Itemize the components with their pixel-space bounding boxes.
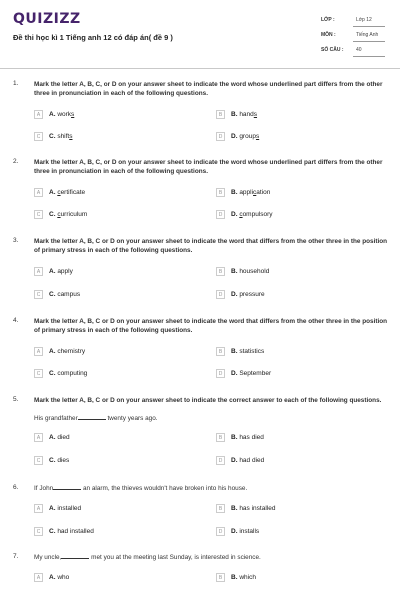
option-text: C. had installed xyxy=(49,528,94,535)
option-box[interactable]: B xyxy=(216,347,225,356)
question-number: 7. xyxy=(13,553,19,560)
option-box[interactable]: D xyxy=(216,456,225,465)
option-box[interactable]: D xyxy=(216,132,225,141)
option-box[interactable]: C xyxy=(34,210,43,219)
option-box[interactable]: A xyxy=(34,347,43,356)
option-text: A. installed xyxy=(49,505,82,512)
question-sentence: His grandfather twenty years ago. xyxy=(34,415,158,422)
option-text: D. September xyxy=(231,370,272,377)
option-box[interactable]: A xyxy=(34,110,43,119)
option-text: B. statistics xyxy=(231,348,265,355)
option-box[interactable]: A xyxy=(34,573,43,582)
option-box[interactable]: C xyxy=(34,456,43,465)
option-text: A. died xyxy=(49,434,70,441)
option-text: B. has installed xyxy=(231,505,276,512)
option-text: C. curriculum xyxy=(49,211,88,218)
option-text: B. application xyxy=(231,189,271,196)
option-text: C. computing xyxy=(49,370,88,377)
meta-key: LỚP : xyxy=(321,17,335,23)
question-number: 4. xyxy=(13,317,19,324)
question-number: 1. xyxy=(13,80,19,87)
question-number: 6. xyxy=(13,484,19,491)
option-box[interactable]: C xyxy=(34,369,43,378)
option-text: C. shifts xyxy=(49,133,73,140)
option-text: B. hands xyxy=(231,111,258,118)
option-text: D. groups xyxy=(231,133,260,140)
option-text: B. household xyxy=(231,268,270,275)
option-box[interactable]: A xyxy=(34,433,43,442)
option-text: D. pressure xyxy=(231,291,265,298)
option-box[interactable]: C xyxy=(34,132,43,141)
worksheet-header xyxy=(0,0,400,66)
question-prompt: Mark the letter A, B, C, or D on your answer sheet to indicate the word whose underlined part differs from the other three in pronunciation in each of the following questions. xyxy=(34,81,383,97)
meta-underline xyxy=(353,56,385,57)
option-box[interactable]: B xyxy=(216,188,225,197)
option-box[interactable]: B xyxy=(216,573,225,582)
question-prompt: Mark the letter A, B, C or D on your answer sheet to indicate the word that differs from the other three in the position of primary stress in each of the following questions. xyxy=(34,318,388,334)
option-box[interactable]: A xyxy=(34,504,43,513)
question-number: 3. xyxy=(13,237,19,244)
option-box[interactable]: B xyxy=(216,433,225,442)
option-text: C. dies xyxy=(49,457,70,464)
question-number: 5. xyxy=(13,396,19,403)
option-box[interactable]: B xyxy=(216,504,225,513)
option-box[interactable]: D xyxy=(216,210,225,219)
option-text: A. apply xyxy=(49,268,73,275)
question-prompt: Mark the letter A, B, C or D on your answer sheet to indicate the word that differs from the other three in the position of primary stress in each of the following questions. xyxy=(34,238,388,254)
option-text: D. had died xyxy=(231,457,265,464)
option-box[interactable]: A xyxy=(34,267,43,276)
option-text: B. has died xyxy=(231,434,264,441)
answer-blank xyxy=(61,553,89,559)
meta-key: MÔN : xyxy=(321,32,336,38)
meta-key: SỐ CÂU : xyxy=(321,47,344,53)
option-text: D. compulsory xyxy=(231,211,273,218)
page-title: Đề thi học kì 1 Tiếng anh 12 có đáp án( đề 9 ) xyxy=(13,33,173,42)
answer-blank xyxy=(53,484,81,490)
option-box[interactable]: C xyxy=(34,290,43,299)
question-number: 2. xyxy=(13,158,19,165)
meta-value: Tiếng Anh xyxy=(356,32,379,38)
question-prompt: Mark the letter A, B, C or D on your answer sheet to indicate the correct answer to each of the following questions. xyxy=(34,397,382,404)
meta-value: Lớp 12 xyxy=(356,17,372,23)
meta-underline xyxy=(353,26,385,27)
option-box[interactable]: B xyxy=(216,110,225,119)
option-text: B. which xyxy=(231,574,256,581)
question-prompt: My uncle, met you at the meeting last Sunday, is interested in science. xyxy=(34,554,261,561)
option-text: A. chemistry xyxy=(49,348,86,355)
option-text: D. installs xyxy=(231,528,260,535)
answer-blank xyxy=(78,414,106,420)
option-text: A. certificate xyxy=(49,189,86,196)
option-box[interactable]: A xyxy=(34,188,43,197)
option-box[interactable]: D xyxy=(216,369,225,378)
option-box[interactable]: B xyxy=(216,267,225,276)
option-box[interactable]: C xyxy=(34,527,43,536)
question-prompt: Mark the letter A, B, C, or D on your answer sheet to indicate the word whose underlined part differs from the other three in pronunciation in each of the following questions. xyxy=(34,159,383,175)
option-text: C. campus xyxy=(49,291,81,298)
option-text: A. works xyxy=(49,111,75,118)
option-box[interactable]: D xyxy=(216,527,225,536)
option-text: A. who xyxy=(49,574,70,581)
question-prompt: If John an alarm, the thieves wouldn't have broken into his house. xyxy=(34,485,248,492)
quizizz-logo: QUIZIZZ xyxy=(13,11,81,27)
header-divider xyxy=(0,68,400,69)
option-box[interactable]: D xyxy=(216,290,225,299)
meta-value: 40 xyxy=(356,47,362,53)
meta-underline xyxy=(353,41,385,42)
